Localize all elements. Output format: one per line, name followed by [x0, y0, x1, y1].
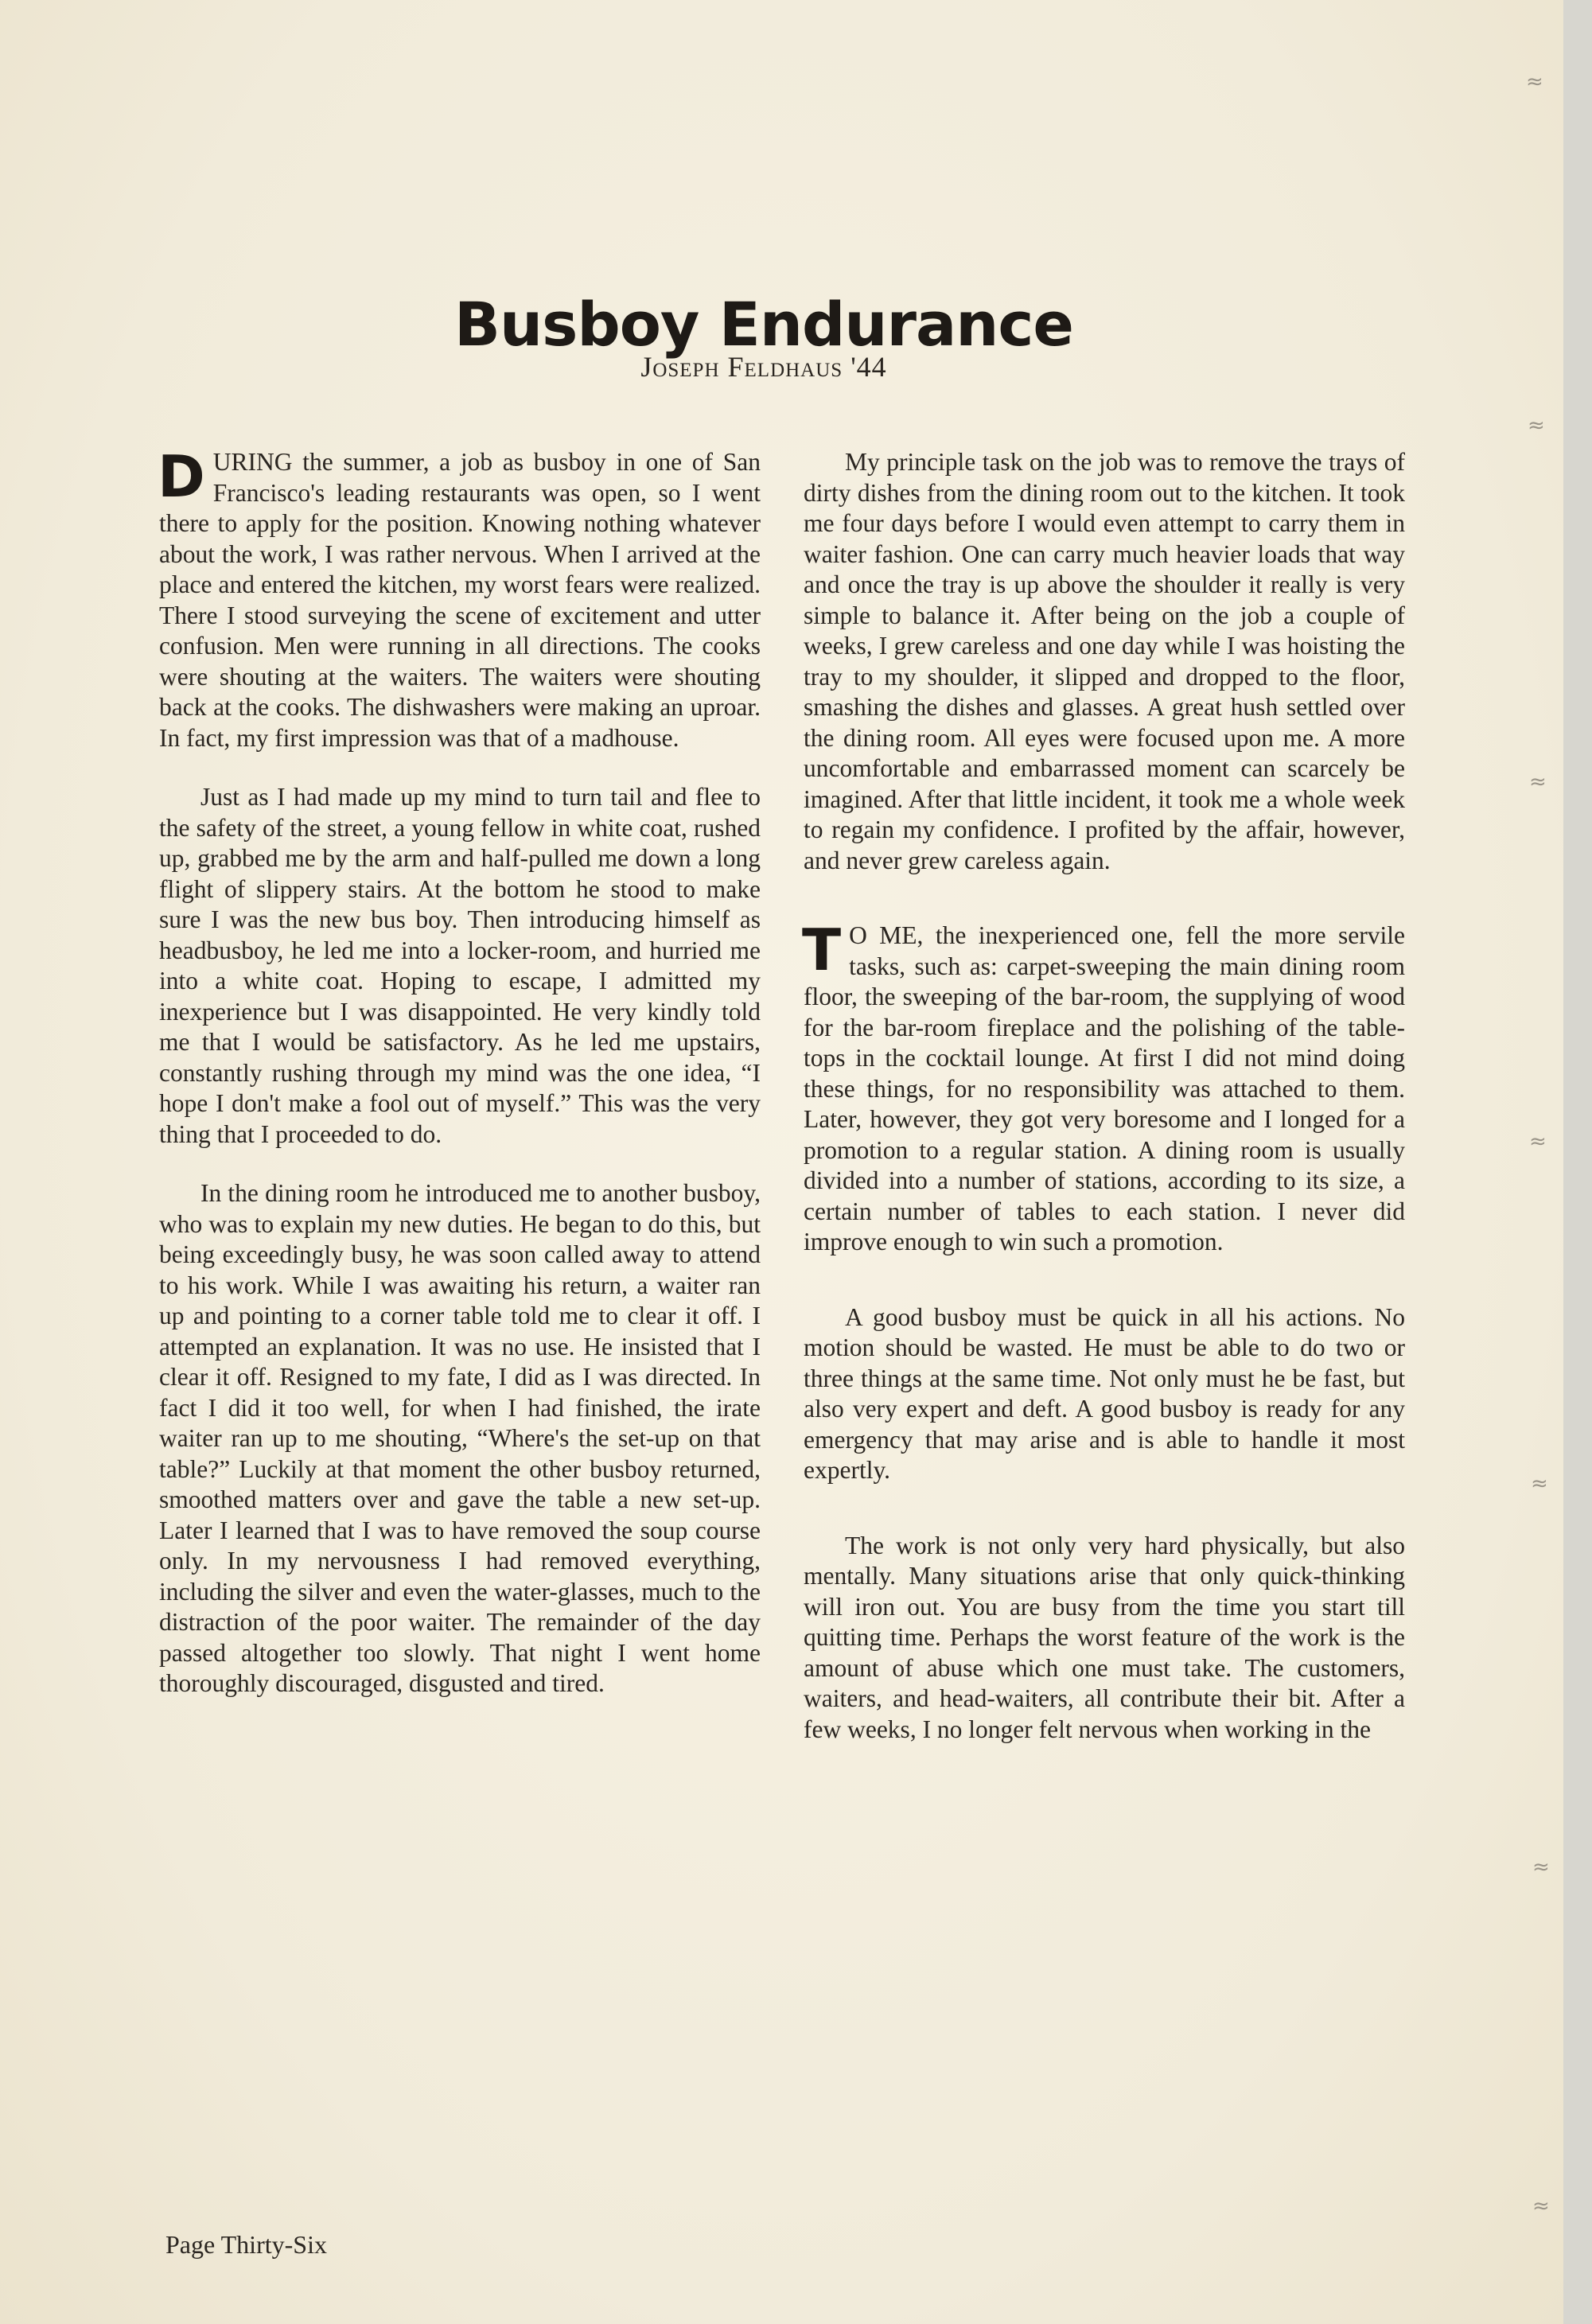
- paragraph: Just as I had made up my mind to turn tail and flee to the safety of the street, a young fellow in white coat, rushed up, grabbed me by the arm and half-pulled me down a long flight of slippery stairs. At the bottom he stood to make sure I was the new bus boy. Then introducing himself as headbusboy, he led me into a locker-room, and hurried me into a white coat. Hoping to escape, I admitted my inexperience but I was disappointed. He very kindly told me that I would be satisfactory. As he led me upstairs, constantly rushing through my mind was the one idea, “I hope I don't make a fool out of myself.” This was the very thing that I proceeded to do.: [159, 783, 761, 1148]
- paragraph: A good busboy must be quick in all his actions. No motion should be wasted. He must be able to do two or three things at the same time. Not only must he be fast, but also very expert and deft. A good busboy is ready for any emergency that may arise and is able to handle it most expertly.: [804, 1302, 1405, 1484]
- page-tear-mark: ≈: [1531, 1472, 1548, 1496]
- paragraph: [802, 917, 1405, 1258]
- right-column: [804, 447, 1405, 1762]
- page-tear-mark: ≈: [1528, 414, 1545, 438]
- scan-background: [1563, 0, 1592, 2324]
- article-title: Busboy Endurance: [454, 288, 1073, 360]
- page-number: Page Thirty-Six: [165, 2230, 327, 2259]
- page-tear-mark: ≈: [1526, 70, 1543, 94]
- drop-cap: D: [158, 443, 205, 510]
- drop-cap: T: [802, 917, 842, 983]
- paragraph: My principle task on the job was to remove the trays of dirty dishes from the dining room out to the kitchen. It took me four days before I would even attempt to carry them in waiter fashion. One can carry much heavier loads that way and once the tray is up above the shoulder it really is very simple to balance it. After being on the job a couple of weeks, I grew careless and one day while I was hoisting the tray to my shoulder, it slipped and dropped to the floor, smashing the dishes and glasses. A great hush settled over the dining room. All eyes were focused upon me. A more uncomfortable and embarrassed moment can scarcely be imagined. After that little incident, it took me a whole week to regain my confidence. I profited by the affair, however, and never grew careless again.: [804, 448, 1405, 874]
- page-tear-mark: ≈: [1529, 1130, 1547, 1154]
- paragraph: [158, 443, 761, 753]
- paragraph-text: URING the summer, a job as busboy in one of San Francisco's leading restaurants was open, so I went there to apply for the position. Knowing nothing whatever about the work, I was rather nervous. When I arrived at the place and entered the kitchen, my worst fears were realized. There I stood surveying the scene of excitement and utter confusion. Men were running in all directions. The cooks were shouting at the waiters. The waiters were shouting back at the cooks. The dishwashers were making an uproar. In fact, my first impression was that of a madhouse.: [159, 448, 761, 752]
- left-column: [158, 443, 761, 1717]
- paragraph: The work is not only very hard physically, but also mentally. Many situations arise that only quick-thinking will iron out. You are busy from the time you start till quitting time. Perhaps the worst feature of the work is the amount of abuse which one must take. The customers, waiters, and head-waiters, all contribute their bit. After a few weeks, I no longer felt nervous when working in the: [804, 1531, 1405, 1743]
- page-tear-mark: ≈: [1532, 2194, 1550, 2218]
- paragraph-text: O ME, the inexperienced one, fell the more servile tasks, such as: carpet-sweeping the main dining room floor, the sweeping of the bar-room, the supplying of wood for the bar-room fireplace and the polishing of the table-tops in the cocktail lounge. At first I did not mind doing these things, for no responsibility was attached to them. Later, however, they got very boresome and I longed for a promotion to a regular station. A dining room is usually divided into a number of stations, according to its size, a certain number of tables to each station. I never did improve enough to win such a promotion.: [804, 921, 1405, 1255]
- page-tear-mark: ≈: [1532, 1855, 1550, 1879]
- page-tear-mark: ≈: [1529, 770, 1547, 794]
- article-byline: Joseph Feldhaus '44: [640, 351, 887, 383]
- paragraph: In the dining room he introduced me to another busboy, who was to explain my new duties. He began to do this, but being exceedingly busy, he was soon called away to attend to his work. While I was awaiting his return, a waiter ran up and pointing to a corner table told me to clear it off. I attempted an explanation. It was no use. He insisted that I clear it off. Resigned to my fate, I did as I was directed. In fact I did it too well, for when I had finished, the irate waiter ran up to me shouting, “Where's the set-up on that table?” Luckily at that moment the other busboy returned, smoothed matters over and gave the table a new set-up. Later I learned that I was to have removed the soup course only. In my nervousness I had removed everything, including the silver and even the water-glasses, much to the distraction of the poor waiter. The remainder of the day passed altogether too slowly. That night I went home thoroughly discouraged, disgusted and tired.: [159, 1179, 761, 1697]
